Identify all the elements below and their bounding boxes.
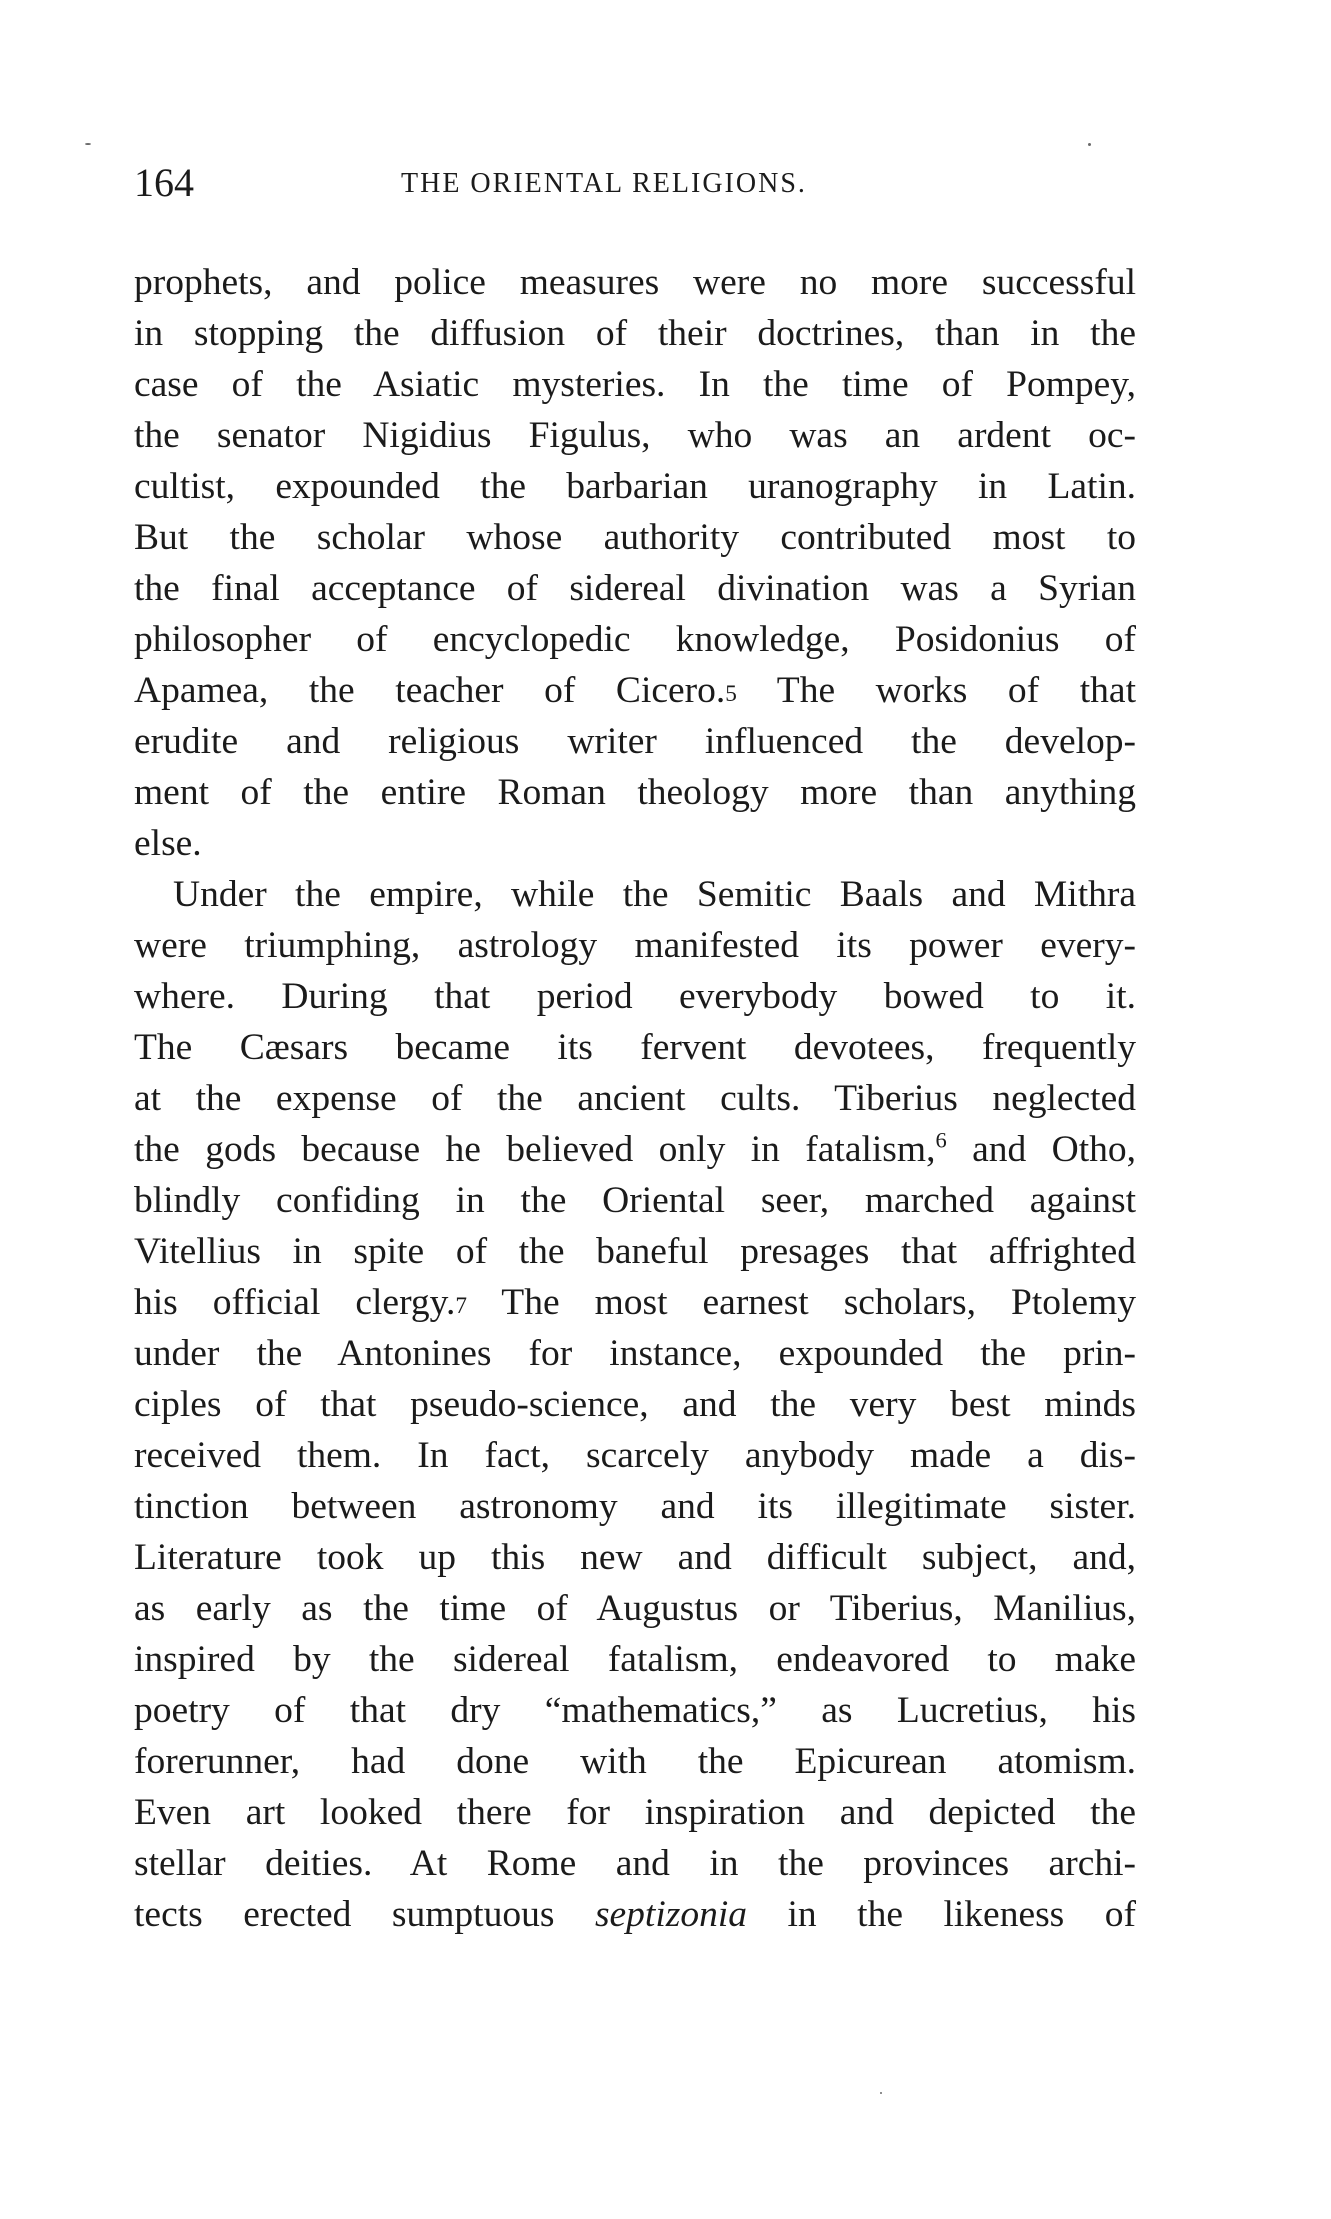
text-line: the final acceptance of sidereal divination was a Syrian — [134, 568, 1136, 609]
text-segment: Apamea, the teacher of Cicero. — [134, 670, 726, 711]
text-segment: his official clergy. — [134, 1282, 456, 1323]
text-line: forerunner, had done with the Epicurean atomism. — [134, 1741, 1136, 1782]
text-segment: tects erected sumptuous — [134, 1894, 595, 1935]
scan-speck — [85, 143, 91, 145]
text-line: inspired by the sidereal fatalism, endeavored to make — [134, 1639, 1136, 1680]
text-line — [134, 1277, 1136, 1328]
text-line: ment of the entire Roman theology more than anything — [134, 772, 1136, 813]
text-line: cultist, expounded the barbarian uranography in Latin. — [134, 466, 1136, 507]
text-line: Under the empire, while the Semitic Baals and Mithra — [173, 874, 1136, 915]
text-line: stellar deities. At Rome and in the provinces archi- — [134, 1843, 1136, 1884]
text-line: in stopping the diffusion of their doctrines, than in the — [134, 313, 1136, 354]
text-line: at the expense of the ancient cults. Tiberius neglected — [134, 1078, 1136, 1119]
footnote-marker: 7 — [455, 1292, 467, 1319]
text-line: where. During that period everybody bowed to it. — [134, 976, 1136, 1017]
scan-speck — [1088, 143, 1091, 146]
text-line: under the Antonines for instance, expounded the prin- — [134, 1333, 1136, 1374]
text-line — [134, 1124, 1136, 1175]
text-line — [134, 1889, 1136, 1940]
text-line: as early as the time of Augustus or Tiberius, Manilius, — [134, 1588, 1136, 1629]
running-head — [134, 158, 1134, 208]
running-title: THE ORIENTAL RELIGIONS. — [401, 168, 807, 199]
text-line: case of the Asiatic mysteries. In the time of Pompey, — [134, 364, 1136, 405]
body-text — [134, 257, 1136, 1940]
text-line — [134, 665, 1136, 716]
text-line: Literature took up this new and difficult subject, and, — [134, 1537, 1136, 1578]
text-line: blindly confiding in the Oriental seer, marched against — [134, 1180, 1136, 1221]
text-line: were triumphing, astrology manifested its power every- — [134, 925, 1136, 966]
text-line: Vitellius in spite of the baneful presages that affrighted — [134, 1231, 1136, 1272]
text-line: erudite and religious writer influenced the develop- — [134, 721, 1136, 762]
italic-term: septizonia — [594, 1894, 748, 1935]
text-line: ciples of that pseudo-science, and the very best minds — [134, 1384, 1136, 1425]
text-segment: The most earnest scholars, Ptolemy — [466, 1282, 1136, 1323]
page-number: 164 — [134, 160, 194, 205]
text-segment: in the likeness of — [747, 1894, 1136, 1935]
text-line: The Cæsars became its fervent devotees, frequently — [134, 1027, 1136, 1068]
text-line: philosopher of encyclopedic knowledge, Posidonius of — [134, 619, 1136, 660]
text-line: received them. In fact, scarcely anybody made a dis- — [134, 1435, 1136, 1476]
text-line: the senator Nigidius Figulus, who was an ardent oc- — [134, 415, 1136, 456]
footnote-marker: 5 — [725, 680, 737, 707]
text-line: poetry of that dry “mathematics,” as Lucretius, his — [134, 1690, 1136, 1731]
footnote-marker: 6 — [935, 1127, 947, 1153]
text-line: Even art looked there for inspiration and depicted the — [134, 1792, 1136, 1833]
text-line: tinction between astronomy and its illegitimate sister. — [134, 1486, 1136, 1527]
text-line: prophets, and police measures were no more successful — [134, 262, 1136, 303]
text-segment: The works of that — [736, 670, 1136, 711]
text-segment: the gods because he believed only in fatalism, — [134, 1129, 936, 1170]
text-line: But the scholar whose authority contributed most to — [134, 517, 1136, 558]
scan-speck — [880, 2092, 882, 2094]
text-segment: and Otho, — [946, 1129, 1136, 1170]
text-line: else. — [134, 823, 202, 864]
